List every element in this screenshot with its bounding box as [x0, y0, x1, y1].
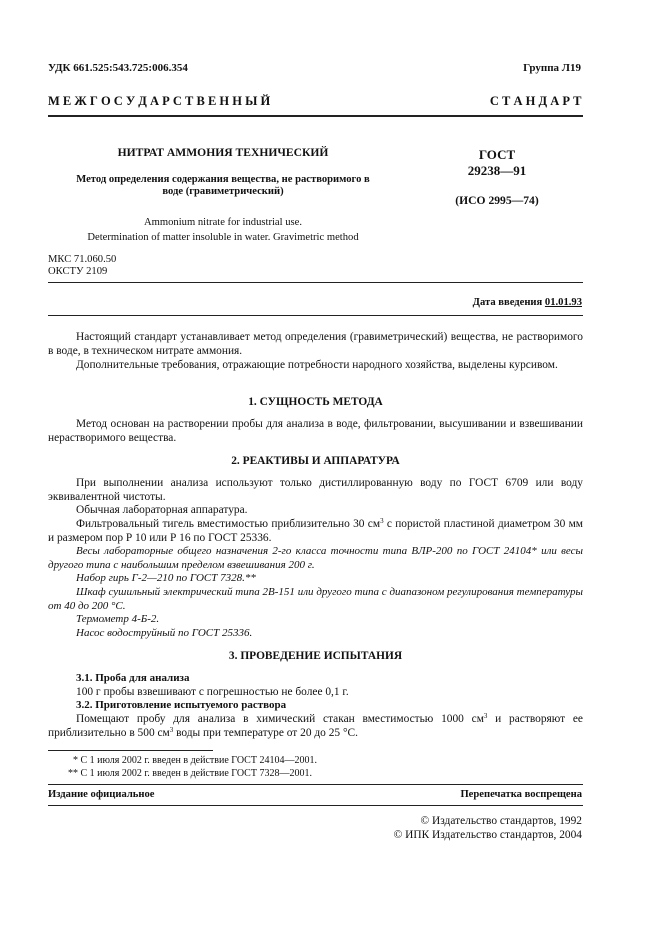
- copyright-1: © Издательство стандартов, 1992: [420, 815, 582, 827]
- banner-right: С Т А Н Д А Р Т: [489, 94, 582, 108]
- reprint-notice: Перепечатка воспрещена: [460, 789, 582, 800]
- section-1-paragraph: Метод основан на растворении пробы для анализа в воде, фильтровании, высушивании и взвешивании нерастворимого вещества.: [48, 418, 583, 444]
- cm3-superscript-1: 3: [483, 712, 488, 720]
- intro-paragraph-1: Настоящий стандарт устанавливает метод определения (гравиметрический) вещества, не растворимого в воде, в техническом нитрате аммония.: [48, 331, 583, 357]
- footnotes: [48, 755, 317, 780]
- udk-code: УДК 661.525:543.725:006.354: [48, 62, 188, 74]
- section-2-paragraph-1: При выполнении анализа используют только дистиллированную воду по ГОСТ 6709 или воду эквивалентной чистоты.: [48, 477, 583, 503]
- subtitle-line-2: воде (гравиметрический): [162, 186, 284, 197]
- english-line-1: Ammonium nitrate for industrial use.: [144, 217, 302, 228]
- footnote-2: [48, 768, 317, 781]
- english-title: [48, 215, 398, 245]
- group-code: Группа Л19: [523, 62, 581, 74]
- solution-text-c: воды при температуре от 20 до 25 °С.: [173, 726, 358, 739]
- footnote-2-mark: **: [68, 767, 78, 779]
- subsection-3-2-title: 3.2. Приготовление испытуемого раствора: [76, 699, 287, 711]
- footnote-1-text: С 1 июля 2002 г. введен в действие ГОСТ 24104—2001.: [80, 755, 317, 766]
- effective-date-label: Дата введения: [472, 297, 543, 308]
- effective-date: [473, 297, 582, 308]
- subsection-3-1-text: 100 г пробы взвешивают с погрешностью не более 0,1 г.: [76, 686, 349, 698]
- solution-text-b: и растворяют ее приблизительно в 500 см: [48, 713, 583, 739]
- effective-date-value: 01.01.93: [544, 297, 582, 308]
- subsection-3-1-title: 3.1. Проба для анализа: [76, 672, 190, 684]
- gost-block: [430, 147, 564, 179]
- section-3-heading: 3. ПРОВЕДЕНИЕ ИСПЫТАНИЯ: [228, 650, 403, 662]
- footnote-rule: [48, 750, 213, 751]
- gost-label: ГОСТ: [478, 147, 516, 162]
- doc-subtitle: [48, 174, 398, 198]
- mks-code: МКС 71.060.50: [48, 254, 117, 265]
- copyright-2: © ИПК Издательство стандартов, 2004: [393, 829, 582, 841]
- section-2-paragraph-8: Насос водоструйный по ГОСТ 25336.: [76, 627, 253, 639]
- official-edition: Издание официальное: [48, 789, 155, 800]
- section-2-paragraph-2: Обычная лабораторная аппаратура.: [76, 504, 248, 516]
- section-2-paragraph-3: [48, 518, 583, 545]
- iso-reference: (ИСО 2995—74): [455, 194, 539, 207]
- section-2-paragraph-4: Весы лабораторные общего назначения 2-го класса точности типа ВЛР-200 по ГОСТ 24104* или весы другого типа с наибольшим пределом взвешивания 200 г.: [48, 545, 583, 571]
- footer-rule-bottom: [48, 805, 583, 806]
- banner-rule: [48, 115, 583, 117]
- doc-title: НИТРАТ АММОНИЯ ТЕХНИЧЕСКИЙ: [117, 146, 329, 159]
- copyright-block: [394, 814, 582, 842]
- english-line-2: Determination of matter insoluble in water. Gravimetric method: [87, 232, 359, 243]
- classifiers: [48, 254, 116, 277]
- classifier-rule: [48, 282, 583, 283]
- footer-rule-top: [48, 784, 583, 785]
- solution-text-a: Помещают пробу для анализа в химический стакан вместимостью 1000 см: [76, 713, 484, 725]
- date-rule: [48, 315, 583, 316]
- cm3-superscript-2: 3: [169, 725, 174, 734]
- crucible-text-b: с пористой пластиной диаметром 30 мм и размером пор Р 10 или Р 16 по ГОСТ 25336.: [48, 518, 583, 544]
- footnote-2-text: С 1 июля 2002 г. введен в действие ГОСТ 7328—2001.: [80, 767, 312, 779]
- banner-left: М Е Ж Г О С У Д А Р С Т В Е Н Н Ы Й: [48, 94, 271, 108]
- section-1-heading: 1. СУЩНОСТЬ МЕТОДА: [248, 396, 383, 408]
- subsection-3-2-text: [48, 713, 583, 740]
- section-2-paragraph-6: Шкаф сушильный электрический типа 2В-151 или другого типа с диапазоном регулирования температуры от 40 до 200 °С.: [48, 586, 583, 612]
- footnote-1: [48, 755, 317, 768]
- subtitle-line-1: Метод определения содержания вещества, не растворимого в: [76, 174, 370, 185]
- intro-paragraph-2: Дополнительные требования, отражающие потребности народного хозяйства, выделены курсивом.: [76, 359, 558, 371]
- section-2-heading: 2. РЕАКТИВЫ И АППАРАТУРА: [231, 455, 400, 467]
- footnote-1-mark: *: [73, 755, 78, 766]
- gost-number: 29238—91: [467, 163, 527, 178]
- section-2-paragraph-7: Термометр 4-Б-2.: [76, 613, 160, 625]
- cm3-superscript: 3: [380, 517, 384, 525]
- crucible-text-a: Фильтровальный тигель вместимостью приблизительно 30 см: [76, 518, 381, 530]
- section-2-paragraph-5: Набор гирь Г-2—210 по ГОСТ 7328.**: [76, 572, 256, 584]
- okstu-code: ОКСТУ 2109: [48, 265, 108, 277]
